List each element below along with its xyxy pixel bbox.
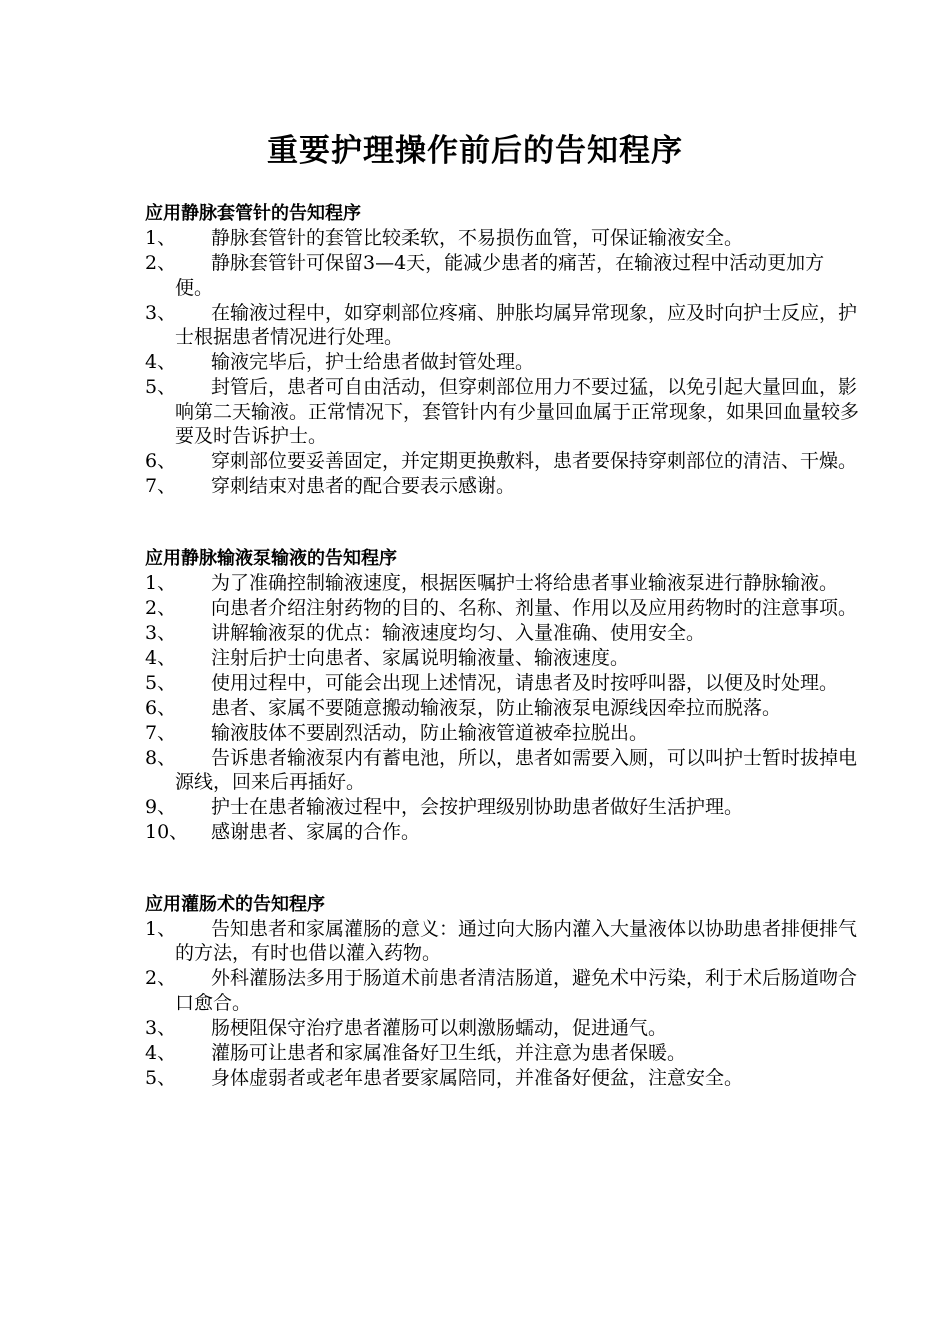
list-item <box>145 746 860 795</box>
section-title: 应用静脉套管针的告知程序 <box>145 203 361 224</box>
item-text: 灌肠可让患者和家属准备好卫生纸，并注意为患者保暖。 <box>211 1041 687 1064</box>
item-text: 向患者介绍注射药物的目的、名称、剂量、作用以及应用药物时的注意事项。 <box>211 596 858 619</box>
item-number: 6、 <box>145 696 177 719</box>
section-iv-cannula <box>145 202 860 499</box>
item-text: 肠梗阻保守治疗患者灌肠可以刺激肠蠕动，促进通气。 <box>211 1016 668 1039</box>
list-item <box>145 1066 860 1091</box>
section-title: 应用静脉输液泵输液的告知程序 <box>145 547 397 569</box>
item-number: 8、 <box>145 746 177 769</box>
list-item <box>145 696 860 721</box>
item-text: 在输液过程中，如穿刺部位疼痛、肿胀均属异常现象，应及时向护士反应，护士根据患者情况进行处理。 <box>175 301 858 348</box>
list-item <box>145 1041 860 1066</box>
item-text: 穿刺部位要妥善固定，并定期更换敷料，患者要保持穿刺部位的清洁、干燥。 <box>211 450 858 472</box>
list-item <box>145 671 860 696</box>
item-text: 输液肢体不要剧烈活动，防止输液管道被牵拉脱出。 <box>211 721 649 744</box>
item-number: 5、 <box>145 1066 177 1089</box>
item-text: 注射后护士向患者、家属说明输液量、输液速度。 <box>211 646 630 669</box>
item-list <box>145 917 860 1091</box>
item-text: 输液完毕后，护士给患者做封管处理。 <box>211 351 535 373</box>
item-number: 6、 <box>145 450 177 472</box>
item-text: 外科灌肠法多用于肠道术前患者清洁肠道，避免术中污染，利于术后肠道吻合口愈合。 <box>175 967 858 1014</box>
list-item <box>145 226 860 251</box>
list-item <box>145 301 860 350</box>
list-item <box>145 596 860 621</box>
list-item <box>145 917 860 966</box>
item-number: 4、 <box>145 646 177 669</box>
item-number: 2、 <box>145 967 177 989</box>
item-number: 10、 <box>145 821 189 843</box>
list-item <box>145 820 860 845</box>
item-text: 讲解输液泵的优点：输液速度均匀、入量准确、使用安全。 <box>211 621 706 644</box>
list-item <box>145 721 860 746</box>
item-text: 身体虚弱者或老年患者要家属陪同，并准备好便盆，注意安全。 <box>211 1066 744 1089</box>
item-list <box>145 226 860 499</box>
list-item <box>145 571 860 596</box>
item-number: 7、 <box>145 721 177 744</box>
item-text: 告知患者和家属灌肠的意义：通过向大肠内灌入大量液体以协助患者排便排气的方法，有时也借以灌入药物。 <box>175 917 858 964</box>
item-text: 静脉套管针的套管比较柔软，不易损伤血管，可保证输液安全。 <box>211 227 744 249</box>
item-number: 2、 <box>145 252 177 274</box>
list-item <box>145 1016 860 1041</box>
list-item <box>145 449 860 474</box>
document-title: 重要护理操作前后的告知程序 <box>267 133 683 169</box>
item-text: 为了准确控制输液速度，根据医嘱护士将给患者事业输液泵进行静脉输液。 <box>211 571 839 594</box>
item-number: 2、 <box>145 596 177 619</box>
item-text: 患者、家属不要随意搬动输液泵，防止输液泵电源线因牵拉而脱落。 <box>211 696 782 719</box>
item-list <box>145 571 860 845</box>
item-number: 5、 <box>145 671 177 694</box>
item-number: 3、 <box>145 1016 177 1039</box>
list-item <box>145 474 860 499</box>
item-text: 穿刺结束对患者的配合要表示感谢。 <box>211 475 516 497</box>
list-item <box>145 350 860 375</box>
list-item <box>145 966 860 1015</box>
item-number: 4、 <box>145 1041 177 1064</box>
list-item <box>145 621 860 646</box>
item-number: 1、 <box>145 917 177 940</box>
item-number: 4、 <box>145 351 177 373</box>
item-text: 封管后，患者可自由活动，但穿刺部位用力不要过猛，以免引起大量回血，影响第二天输液。正常情况下，套管针内有少量回血属于正常现象，如果回血量较多要及时告诉护士。 <box>175 376 860 447</box>
item-text: 告诉患者输液泵内有蓄电池，所以，患者如需要入厕，可以叫护士暂时拔掉电源线，回来后再插好。 <box>175 746 858 793</box>
list-item <box>145 646 860 671</box>
item-number: 3、 <box>145 621 177 644</box>
list-item <box>145 251 860 300</box>
section-enema <box>145 893 860 1091</box>
item-number: 5、 <box>145 376 177 398</box>
item-number: 3、 <box>145 301 177 324</box>
section-infusion-pump <box>145 547 860 845</box>
item-number: 9、 <box>145 796 177 818</box>
section-title: 应用灌肠术的告知程序 <box>145 893 325 915</box>
item-text: 护士在患者输液过程中，会按护理级别协助患者做好生活护理。 <box>211 796 744 818</box>
item-text: 静脉套管针可保留3—4天，能减少患者的痛苦，在输液过程中活动更加方便。 <box>175 252 825 299</box>
item-number: 1、 <box>145 227 177 249</box>
item-text: 使用过程中，可能会出现上述情况，请患者及时按呼叫器，以便及时处理。 <box>211 671 839 694</box>
item-number: 1、 <box>145 571 177 594</box>
item-text: 感谢患者、家属的合作。 <box>211 821 421 843</box>
list-item <box>145 795 860 820</box>
item-number: 7、 <box>145 475 177 497</box>
list-item <box>145 375 860 449</box>
